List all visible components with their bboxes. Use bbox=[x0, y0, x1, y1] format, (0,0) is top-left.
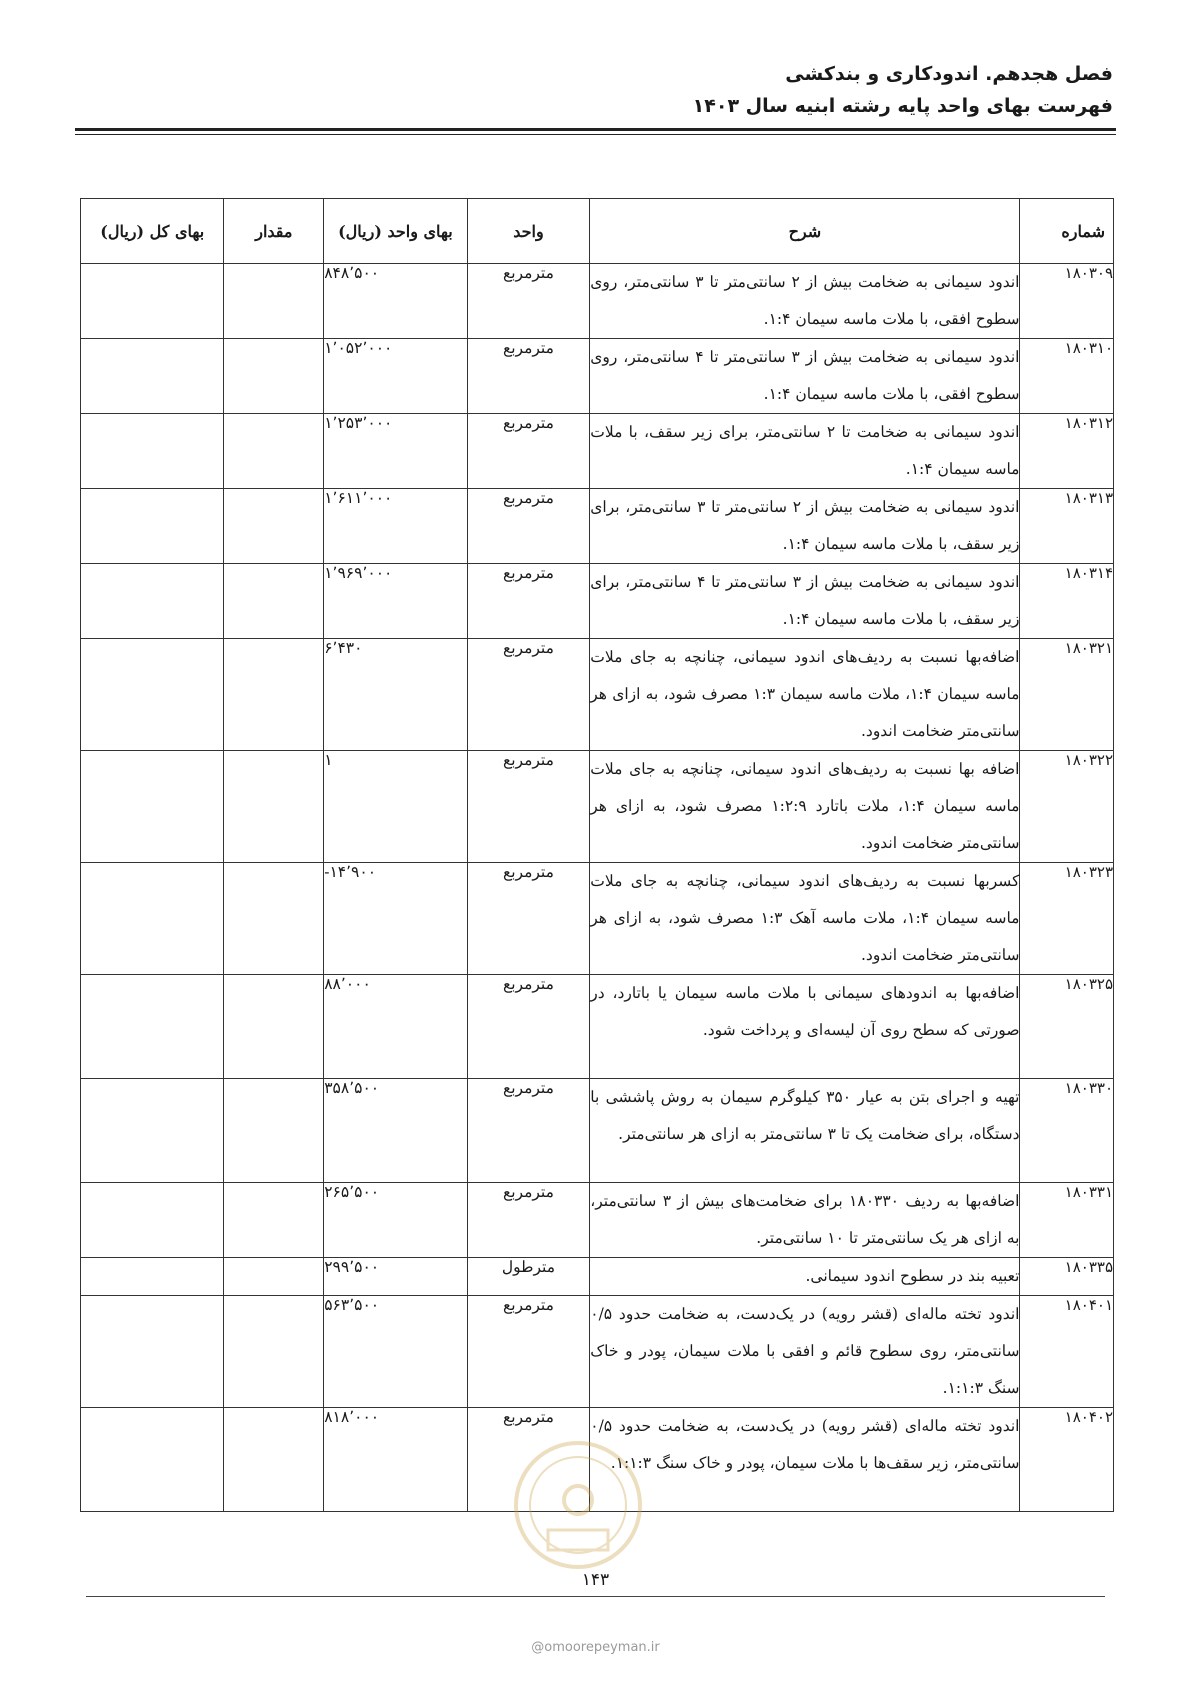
table-row bbox=[81, 489, 1114, 564]
row-quantity bbox=[224, 489, 324, 564]
row-total-price bbox=[81, 339, 224, 414]
row-total-price bbox=[81, 264, 224, 339]
row-description: اضافه‌بها به اندودهای سیمانی با ملات ماسه سیمان یا باتارد، در صورتی که سطح روی آن لیسه‌ای و پرداخت شود. bbox=[590, 975, 1020, 1079]
row-number: ۱۸۰۳۲۱ bbox=[1020, 639, 1114, 751]
row-description: تعبیه بند در سطوح اندود سیمانی. bbox=[590, 1258, 1020, 1296]
row-unit: مترمربع bbox=[467, 1183, 590, 1258]
row-number: ۱۸۰۳۲۲ bbox=[1020, 751, 1114, 863]
row-quantity bbox=[224, 339, 324, 414]
table-row bbox=[81, 1296, 1114, 1408]
row-unit: مترمربع bbox=[467, 264, 590, 339]
row-total-price bbox=[81, 564, 224, 639]
row-total-price bbox=[81, 414, 224, 489]
row-unit: مترمربع bbox=[467, 1408, 590, 1512]
table-row bbox=[81, 564, 1114, 639]
col-header-description: شرح bbox=[590, 199, 1020, 264]
table-header-row bbox=[81, 199, 1114, 264]
row-quantity bbox=[224, 975, 324, 1079]
table-row bbox=[81, 639, 1114, 751]
header-rule-thick bbox=[75, 128, 1116, 131]
row-unit-price: ۵۶۳٬۵۰۰ bbox=[324, 1296, 467, 1408]
page-number: ۱۴۳ bbox=[581, 1570, 610, 1590]
table-row bbox=[81, 1079, 1114, 1183]
row-unit-price: ۸۸٬۰۰۰ bbox=[324, 975, 467, 1079]
row-unit: مترمربع bbox=[467, 414, 590, 489]
row-unit: مترمربع bbox=[467, 1296, 590, 1408]
row-unit-price: ۲۹۹٬۵۰۰ bbox=[324, 1258, 467, 1296]
row-unit-price: ۳۵۸٬۵۰۰ bbox=[324, 1079, 467, 1183]
row-unit-price: ۸۱۸٬۰۰۰ bbox=[324, 1408, 467, 1512]
row-total-price bbox=[81, 751, 224, 863]
row-number: ۱۸۰۳۱۰ bbox=[1020, 339, 1114, 414]
row-quantity bbox=[224, 751, 324, 863]
row-unit-price: -۱۴٬۹۰۰ bbox=[324, 863, 467, 975]
row-unit: مترطول bbox=[467, 1258, 590, 1296]
watermark-site: @omoorepeyman.ir bbox=[531, 1640, 660, 1655]
row-unit-price: ۲۶۵٬۵۰۰ bbox=[324, 1183, 467, 1258]
table-row bbox=[81, 863, 1114, 975]
row-quantity bbox=[224, 639, 324, 751]
row-unit-price: ۱٬۶۱۱٬۰۰۰ bbox=[324, 489, 467, 564]
row-unit: مترمربع bbox=[467, 489, 590, 564]
row-description: اضافه‌بها به ردیف ۱۸۰۳۳۰ برای ضخامت‌های بیش از ۳ سانتی‌متر، به ازای هر یک سانتی‌متر تا ۱۰ سانتی‌متر. bbox=[590, 1183, 1020, 1258]
table-row bbox=[81, 975, 1114, 1079]
row-total-price bbox=[81, 1079, 224, 1183]
row-total-price bbox=[81, 863, 224, 975]
row-description: اندود سیمانی به ضخامت بیش از ۳ سانتی‌متر تا ۴ سانتی‌متر، برای زیر سقف، با ملات ماسه سیمان ۱:۴. bbox=[590, 564, 1020, 639]
col-header-unit: واحد bbox=[467, 199, 590, 264]
row-number: ۱۸۰۳۰۹ bbox=[1020, 264, 1114, 339]
row-quantity bbox=[224, 414, 324, 489]
row-unit-price: ۱٬۰۵۲٬۰۰۰ bbox=[324, 339, 467, 414]
row-unit: مترمربع bbox=[467, 751, 590, 863]
row-unit: مترمربع bbox=[467, 564, 590, 639]
row-number: ۱۸۰۳۱۲ bbox=[1020, 414, 1114, 489]
row-number: ۱۸۰۴۰۲ bbox=[1020, 1408, 1114, 1512]
row-total-price bbox=[81, 975, 224, 1079]
row-description: اندود سیمانی به ضخامت بیش از ۲ سانتی‌متر تا ۳ سانتی‌متر، روی سطوح افقی، با ملات ماسه سیمان ۱:۴. bbox=[590, 264, 1020, 339]
row-description: اندود سیمانی به ضخامت بیش از ۲ سانتی‌متر تا ۳ سانتی‌متر، برای زیر سقف، با ملات ماسه سیمان ۱:۴. bbox=[590, 489, 1020, 564]
col-header-unit-price: بهای واحد (ریال) bbox=[324, 199, 467, 264]
row-quantity bbox=[224, 1408, 324, 1512]
row-unit-price: ۱ bbox=[324, 751, 467, 863]
row-quantity bbox=[224, 564, 324, 639]
row-total-price bbox=[81, 639, 224, 751]
row-total-price bbox=[81, 1183, 224, 1258]
header-rule-thin bbox=[75, 134, 1116, 135]
chapter-title: فصل هجدهم. اندودکاری و بندکشی bbox=[785, 63, 1113, 85]
footer-rule bbox=[86, 1596, 1105, 1597]
row-number: ۱۸۰۳۳۰ bbox=[1020, 1079, 1114, 1183]
page-header bbox=[78, 58, 1113, 122]
row-description: اندود تخته ماله‌ای (قشر رویه) در یک‌دست، به ضخامت حدود ۰/۵ سانتی‌متر، روی سطوح قائم و افقی با ملات سیمان، پودر و خاک سنگ ۱:۱:۳. bbox=[590, 1296, 1020, 1408]
table-row bbox=[81, 1258, 1114, 1296]
price-list-title: فهرست بهای واحد پایه رشته ابنیه سال ۱۴۰۳ bbox=[692, 95, 1113, 117]
row-unit-price: ۱٬۲۵۳٬۰۰۰ bbox=[324, 414, 467, 489]
row-description: اضافه بها نسبت به ردیف‌های اندود سیمانی، چنانچه به جای ملات ماسه سیمان ۱:۴، ملات باتارد ۱:۲:۹ مصرف شود، به ازای هر سانتی‌متر ضخامت اندود. bbox=[590, 751, 1020, 863]
row-number: ۱۸۰۳۳۱ bbox=[1020, 1183, 1114, 1258]
row-unit: مترمربع bbox=[467, 339, 590, 414]
row-total-price bbox=[81, 1296, 224, 1408]
row-quantity bbox=[224, 863, 324, 975]
row-description: اندود سیمانی به ضخامت بیش از ۳ سانتی‌متر تا ۴ سانتی‌متر، روی سطوح افقی، با ملات ماسه سیمان ۱:۴. bbox=[590, 339, 1020, 414]
row-quantity bbox=[224, 1183, 324, 1258]
row-unit-price: ۶٬۴۳۰ bbox=[324, 639, 467, 751]
row-quantity bbox=[224, 1258, 324, 1296]
col-header-quantity: مقدار bbox=[224, 199, 324, 264]
row-unit: مترمربع bbox=[467, 639, 590, 751]
row-total-price bbox=[81, 1408, 224, 1512]
row-number: ۱۸۰۳۱۴ bbox=[1020, 564, 1114, 639]
row-number: ۱۸۰۳۳۵ bbox=[1020, 1258, 1114, 1296]
row-number: ۱۸۰۳۱۳ bbox=[1020, 489, 1114, 564]
price-table bbox=[80, 198, 1114, 1512]
row-unit: مترمربع bbox=[467, 1079, 590, 1183]
col-header-total-price: بهای کل (ریال) bbox=[81, 199, 224, 264]
row-number: ۱۸۰۴۰۱ bbox=[1020, 1296, 1114, 1408]
row-unit-price: ۱٬۹۶۹٬۰۰۰ bbox=[324, 564, 467, 639]
stamp-logo-icon bbox=[508, 1420, 648, 1590]
table-row bbox=[81, 339, 1114, 414]
row-total-price bbox=[81, 1258, 224, 1296]
row-quantity bbox=[224, 264, 324, 339]
row-description: اندود تخته ماله‌ای (قشر رویه) در یک‌دست، به ضخامت حدود ۰/۵ سانتی‌متر، زیر سقف‌ها با ملات سیمان، پودر و خاک سنگ ۱:۱:۳. bbox=[590, 1408, 1020, 1512]
row-unit: مترمربع bbox=[467, 975, 590, 1079]
table-row bbox=[81, 264, 1114, 339]
row-number: ۱۸۰۳۲۳ bbox=[1020, 863, 1114, 975]
row-total-price bbox=[81, 489, 224, 564]
row-number: ۱۸۰۳۲۵ bbox=[1020, 975, 1114, 1079]
table-row bbox=[81, 751, 1114, 863]
table-row bbox=[81, 414, 1114, 489]
row-unit-price: ۸۴۸٬۵۰۰ bbox=[324, 264, 467, 339]
row-quantity bbox=[224, 1296, 324, 1408]
row-unit: مترمربع bbox=[467, 863, 590, 975]
table-row bbox=[81, 1183, 1114, 1258]
row-description: اضافه‌بها نسبت به ردیف‌های اندود سیمانی، چنانچه به جای ملات ماسه سیمان ۱:۴، ملات ماسه سیمان ۱:۳ مصرف شود، به ازای هر سانتی‌متر ضخامت اندود. bbox=[590, 639, 1020, 751]
row-description: اندود سیمانی به ضخامت تا ۲ سانتی‌متر، برای زیر سقف، با ملات ماسه سیمان ۱:۴. bbox=[590, 414, 1020, 489]
row-description: کسربها نسبت به ردیف‌های اندود سیمانی، چنانچه به جای ملات ماسه سیمان ۱:۴، ملات ماسه آهک ۱:۳ مصرف شود، به ازای هر سانتی‌متر ضخامت اندود. bbox=[590, 863, 1020, 975]
row-description: تهیه و اجرای بتن به عیار ۳۵۰ کیلوگرم سیمان به روش پاششی با دستگاه، برای ضخامت یک تا ۳ سانتی‌متر به ازای هر سانتی‌متر. bbox=[590, 1079, 1020, 1183]
row-quantity bbox=[224, 1079, 324, 1183]
col-header-number: شماره bbox=[1020, 199, 1114, 264]
